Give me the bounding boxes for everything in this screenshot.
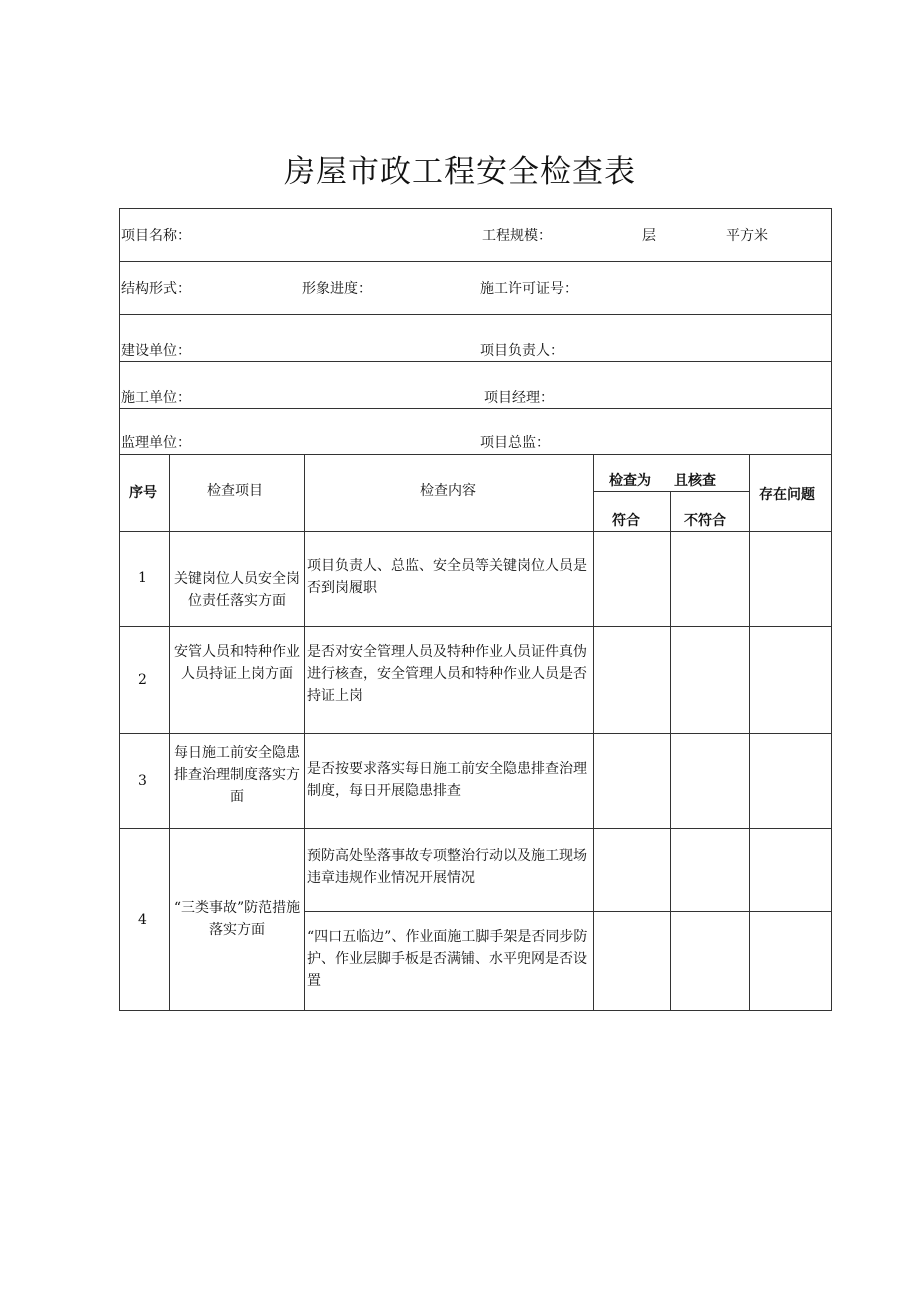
divider xyxy=(119,261,832,262)
row-seq: 3 xyxy=(138,773,147,789)
header-conform: 符合 xyxy=(612,513,640,529)
row-seq: 2 xyxy=(138,672,147,688)
row-seq: 1 xyxy=(138,570,147,586)
chief-supervisor-label: 项目总监： xyxy=(480,435,550,451)
row-item: 安管人员和特种作业人员持证上岗方面 xyxy=(174,644,300,682)
header-issues: 存在问题 xyxy=(759,487,815,503)
row-item: 关键岗位人员安全岗位责任落实方面 xyxy=(174,571,300,609)
divider xyxy=(119,626,832,627)
row-item: 每日施工前安全隐患排查治理制度落实方面 xyxy=(174,745,300,805)
divider xyxy=(593,491,749,492)
row-content: 预防高处坠落事故专项整治行动以及施工现场违章违规作业情况开展情况 xyxy=(307,848,587,886)
row-content: 项目负责人、总监、安全员等关键岗位人员是否到岗履职 xyxy=(307,558,587,596)
column-divider xyxy=(670,491,671,1011)
supervisor-unit-label: 监理单位： xyxy=(121,435,191,451)
builder-label: 建设单位： xyxy=(121,343,191,359)
divider xyxy=(119,454,832,455)
row-content: “四口五临边”、作业面施工脚手架是否同步防护、作业层脚手板是否满铺、水平兜网是否设置 xyxy=(307,929,588,989)
area-unit: 平方米 xyxy=(726,228,768,244)
header-check-a: 检查为 xyxy=(609,473,651,489)
contractor-label: 施工单位： xyxy=(121,390,191,406)
scale-label: 工程规模： xyxy=(482,228,552,244)
structure-label: 结构形式： xyxy=(121,281,191,297)
divider xyxy=(119,828,832,829)
header-content: 检查内容 xyxy=(420,483,476,499)
header-nonconform: 不符合 xyxy=(684,513,726,529)
divider xyxy=(304,911,832,912)
floors-unit: 层 xyxy=(642,228,656,244)
header-seq: 序号 xyxy=(129,485,157,501)
row-content: 是否对安全管理人员及特种作业人员证件真伪进行核查，安全管理人员和特种作业人员是否持证上岗 xyxy=(307,644,587,704)
project-leader-label: 项目负责人： xyxy=(480,343,564,359)
permit-label: 施工许可证号： xyxy=(480,281,578,297)
divider xyxy=(119,408,832,409)
divider xyxy=(119,314,832,315)
row-content: 是否按要求落实每日施工前安全隐患排查治理制度，每日开展隐患排查 xyxy=(307,761,587,799)
header-check-b: 且核查 xyxy=(674,473,716,489)
progress-label: 形象进度： xyxy=(302,281,372,297)
page-title: 房屋市政工程安全检查表 xyxy=(284,154,636,190)
divider xyxy=(119,531,832,532)
header-item: 检查项目 xyxy=(207,483,263,499)
divider xyxy=(119,733,832,734)
divider xyxy=(119,361,832,362)
row-item: “三类事故”防范措施落实方面 xyxy=(173,900,301,938)
project-name-label: 项目名称： xyxy=(121,228,191,244)
row-seq: 4 xyxy=(138,912,147,928)
project-manager-label: 项目经理： xyxy=(484,390,554,406)
